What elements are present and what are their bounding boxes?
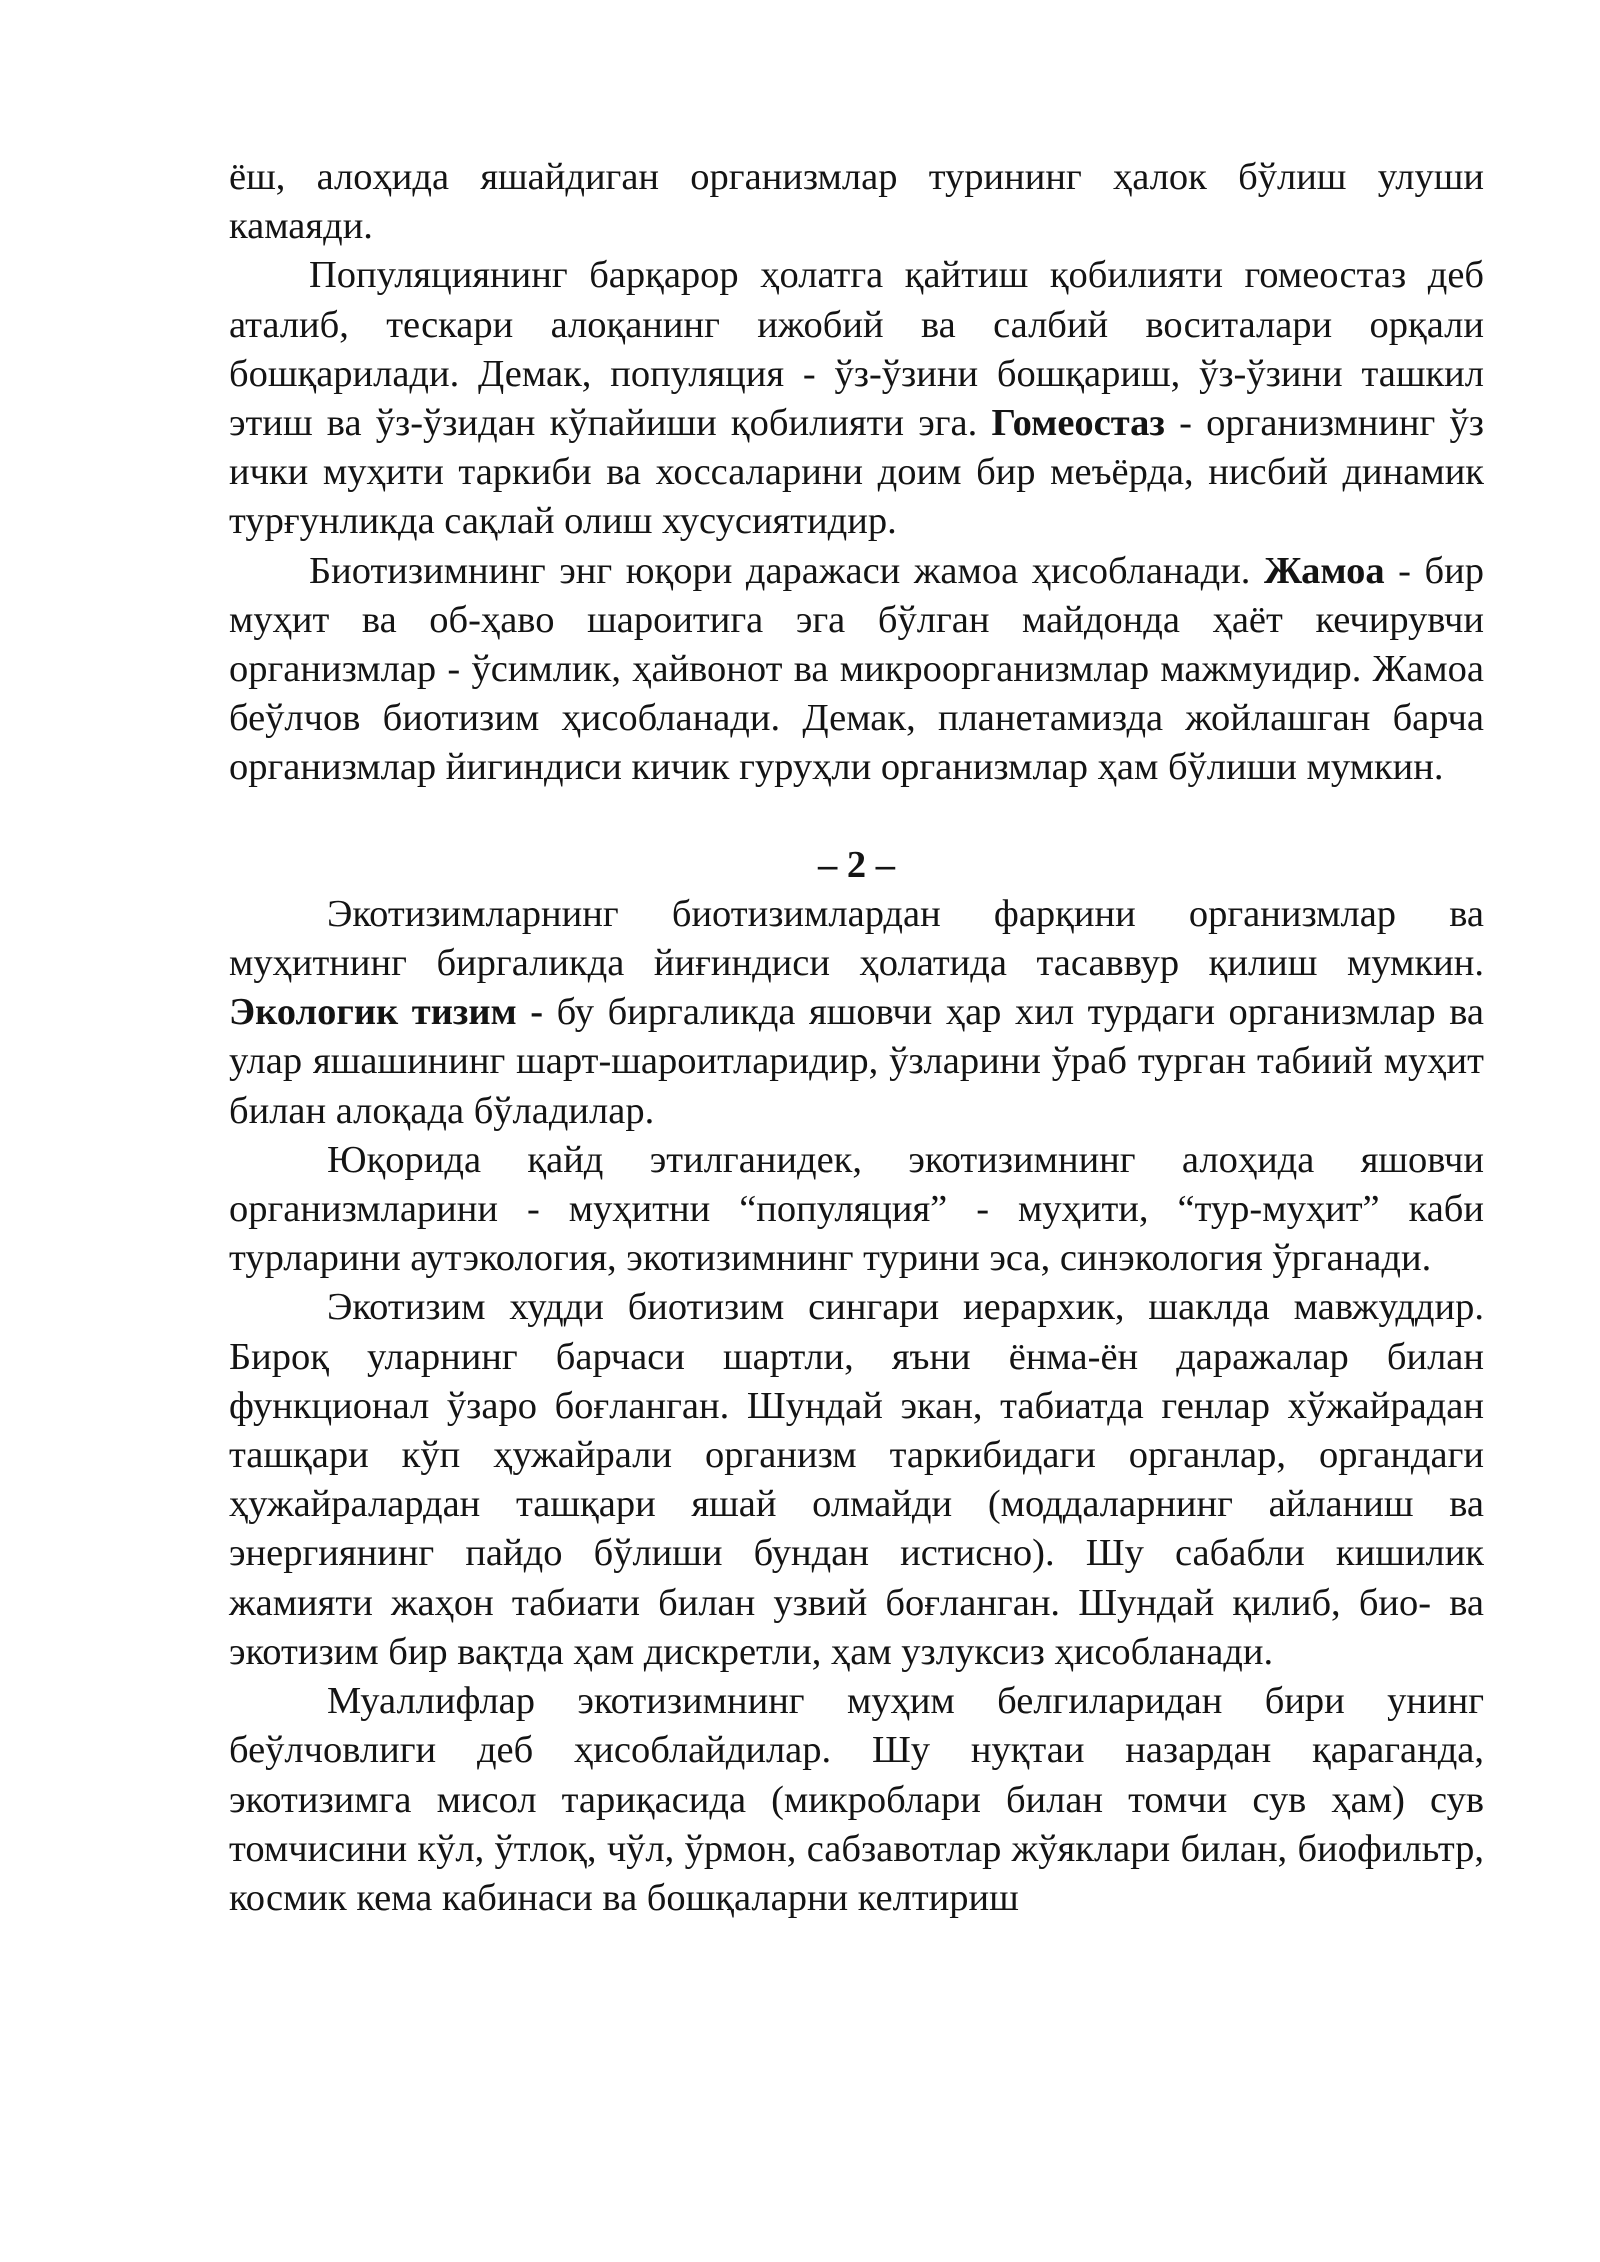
paragraph-text: Экотизимларнинг биотизимлардан фарқини организмлар ва муҳитнинг биргаликда йиғиндиси ҳолатида тасаввур қилиш мумкин. xyxy=(229,892,1484,985)
paragraph-ecosystem-definition xyxy=(229,890,1484,1136)
paragraph-text: бу биргаликда яшовчи ҳар хил турдаги организмлар ва улар яшашининг шарт-шароитларидир, ўзларини ўраб турган табиий муҳит билан алоқада бўладилар. xyxy=(229,991,1484,1132)
document-page xyxy=(229,153,1484,1923)
paragraph-autecology: Юқорида қайд этилганидек, экотизимнинг алоҳида яшовчи организмларини - муҳитни “популяция” - муҳити, “тур-муҳит” каби турларини аутэкология, экотизимнинг турини эса, синэкология ўрганади. xyxy=(229,1138,1484,1280)
term-ecological-system: Экологик тизим - xyxy=(229,991,544,1034)
paragraph-text: - организмнинг ўз ички муҳити таркиби ва хоссаларини доим бир меъёрда, нисбий динамик турғунликда сақлай олиш хусусиятидир. xyxy=(229,402,1484,543)
paragraph-hierarchy: Экотизим худди биотизим сингари иерархик, шаклда мавжуддир. Бироқ уларнинг барчаси шартли, яъни ёнма-ён даражалар билан функционал ўзаро боғланган. Шундай экан, табиатда генлар хўжайрадан ташқари кўп ҳужайрали организм таркибидаги органлар, органдаги ҳужайралардан ташқари яшай олмайди (моддаларнинг айланиш ва энергиянинг пайдо бўлиши бундан истисно). Шу сабабли кишилик жамияти жаҳон табиати билан узвий боғланган. Шундай қилиб, био- ва экотизим бир вақтда ҳам дискретли, ҳам узлуксиз ҳисобланади. xyxy=(229,1286,1484,1673)
paragraph-text: Биотизимнинг энг юқори даражаси жамоа ҳисобланади. xyxy=(309,549,1264,592)
section-number-heading: – 2 – xyxy=(818,843,895,886)
term-community: Жамоа xyxy=(1264,549,1385,592)
paragraph-community xyxy=(229,547,1484,793)
paragraph-text: Популяциянинг барқарор ҳолатга қайтиш қобилияти гомеостаз деб аталиб, тескари алоқанинг ижобий ва салбий воситалари орқали бошқарилади. Демак, популяция - ўз-ўзини бошқариш, ўз-ўзини ташкил этиш ва ўз-ўзидан кўпайиши қобилияти эга. xyxy=(229,254,1484,445)
term-homeostasis: Гомеостаз xyxy=(991,402,1165,445)
section-spacer xyxy=(229,793,1484,841)
paragraph-authors: Муаллифлар экотизимнинг муҳим белгиларидан бири унинг беўлчовлиги деб ҳисоблайдилар. Шу нуқтаи назардан қараганда, экотизимга мисол тариқасида (микроблари билан томчи сув ҳам) сув томчисини кўл, ўтлоқ, чўл, ўрмон, сабзавотлар жўяклари билан, биофильтр, космик кема кабинаси ва бошқаларни келтириш xyxy=(229,1680,1484,1919)
paragraph-homeostasis xyxy=(229,251,1484,546)
paragraph-continuation: ёш, алоҳида яшайдиган организмлар турининг ҳалок бўлиш улуши камаяди. xyxy=(229,156,1484,248)
paragraph-text: - бир муҳит ва об-ҳаво шароитига эга бўлган майдонда ҳаёт кечирувчи организмлар - ўсимлик, ҳайвонот ва микроорганизмлар мажмуидир. Жамоа беўлчов биотизим ҳисобланади. Демак, планетамизда жойлашган барча организмлар йигиндиси кичик гуруҳли организмлар ҳам бўлиши мумкин. xyxy=(229,549,1484,789)
